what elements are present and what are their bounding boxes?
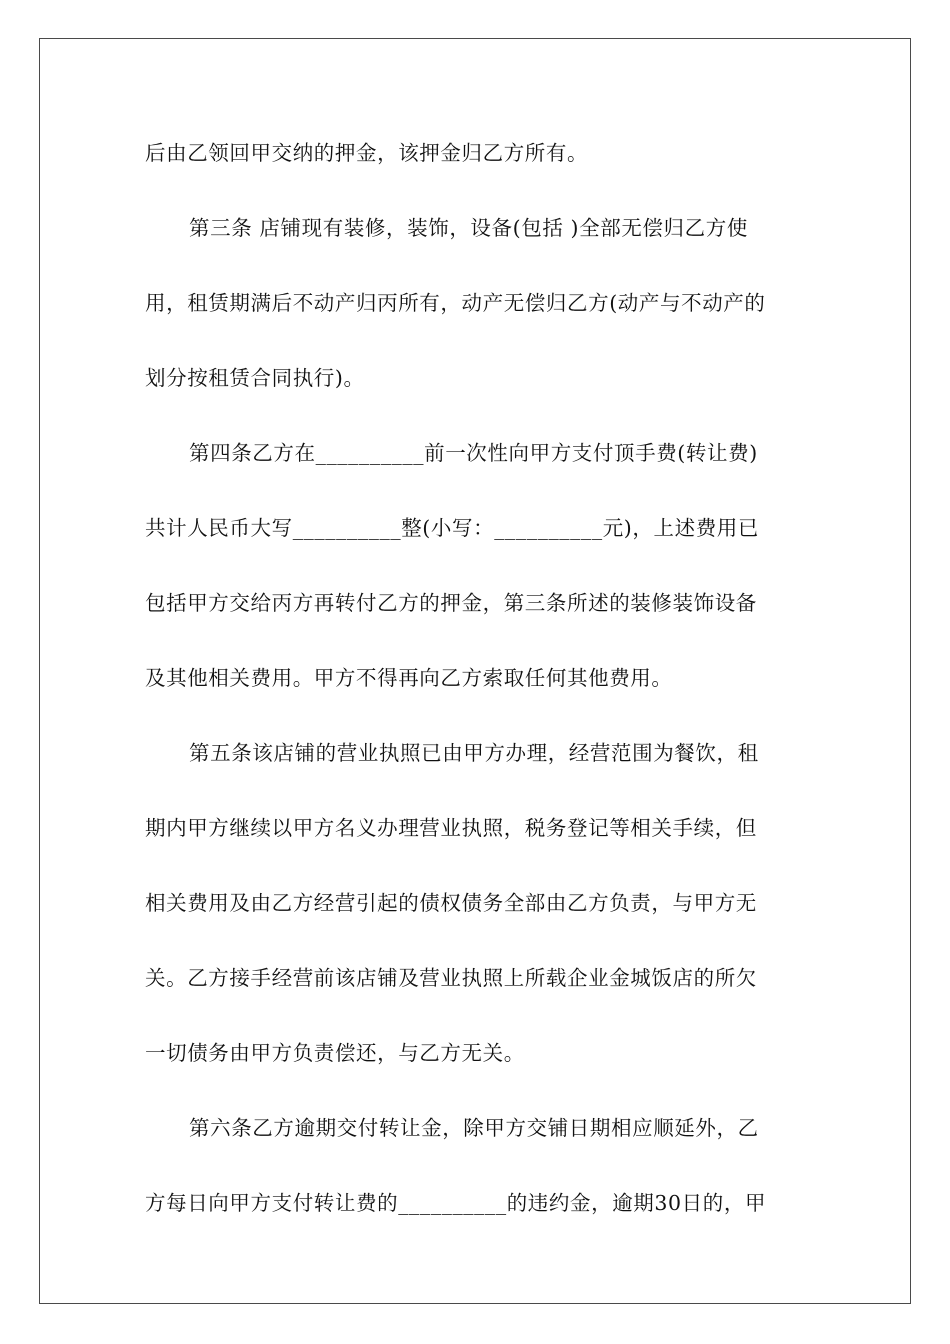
text-line: 相关费用及由乙方经营引起的债权债务全部由乙方负责，与甲方无 xyxy=(145,891,757,915)
text-line: 划分按租赁合同执行)。 xyxy=(145,366,365,390)
text-line: 后由乙领回甲交纳的押金，该押金归乙方所有。 xyxy=(145,141,589,165)
text-line: 共计人民币大写__________整(小写：__________元)，上述费用已 xyxy=(145,516,759,540)
text-line: 一切债务由甲方负责偿还，与乙方无关。 xyxy=(145,1041,525,1065)
text-line: 及其他相关费用。甲方不得再向乙方索取任何其他费用。 xyxy=(145,666,673,690)
text-line: 关。乙方接手经营前该店铺及营业执照上所载企业金城饭店的所欠 xyxy=(145,966,757,990)
document-body xyxy=(145,131,815,1256)
text-line: 期内甲方继续以甲方名义办理营业执照，税务登记等相关手续，但 xyxy=(145,816,757,840)
text-line: 用，租赁期满后不动产归丙所有，动产无偿归乙方(动产与不动产的 xyxy=(145,291,766,315)
article-3-heading-line: 第三条 店铺现有装修，装饰，设备(包括 )全部无偿归乙方使 xyxy=(189,216,748,240)
text-line: 方每日向甲方支付转让费的__________的违约金，逾期30日的，甲 xyxy=(145,1191,767,1215)
article-6-heading-line: 第六条乙方逾期交付转让金，除甲方交铺日期相应顺延外，乙 xyxy=(189,1116,759,1140)
article-5-heading-line: 第五条该店铺的营业执照已由甲方办理，经营范围为餐饮，租 xyxy=(189,741,759,765)
text-line: 包括甲方交给丙方再转付乙方的押金，第三条所述的装修装饰设备 xyxy=(145,591,757,615)
article-4-heading-line: 第四条乙方在__________前一次性向甲方支付顶手费(转让费) xyxy=(189,441,758,465)
